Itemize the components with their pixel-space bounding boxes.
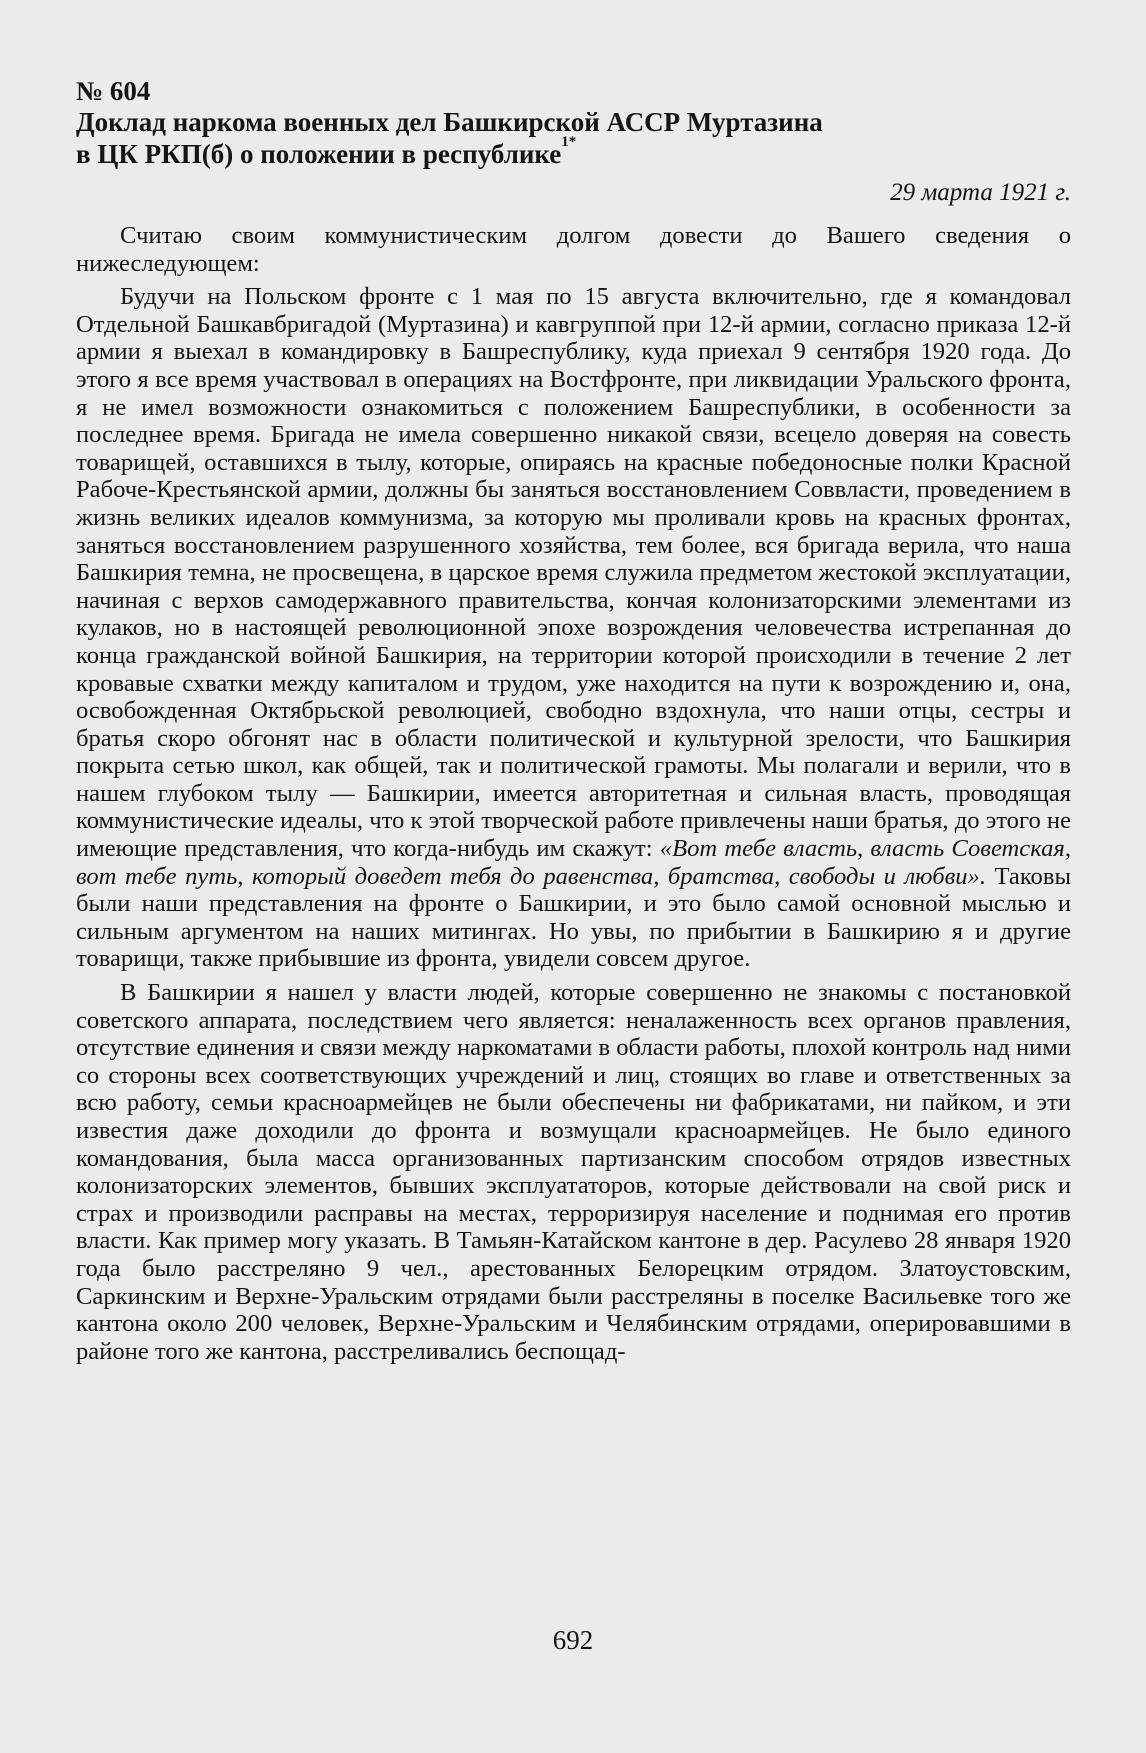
paragraph-1: Считаю своим коммунистическим долгом довести до Вашего сведения о нижеследующем:	[76, 222, 1071, 277]
document-body	[76, 222, 1071, 1365]
document-date: 29 марта 1921 г.	[890, 179, 1071, 206]
paragraph-2-part-2: Таковы были наши представления на фронте о Башкирии, и это было самой основной мыслью и сильным аргументом на наших митингах. Но увы, по прибытии в Башкирию я и другие товарищи, также прибывшие из фронта, увидели совсем другое.	[76, 862, 1071, 973]
footnote-mark[interactable]: 1*	[561, 134, 577, 150]
title-line-2: в ЦК РКП(б) о положении в республике	[76, 139, 562, 169]
paragraph-2-part-1: Будучи на Польском фронте с 1 мая по 15 августа включительно, где я командовал Отдельной Башкавбригадой (Муртазина) и кавгруппой при 12-й армии, согласно приказа 12-й армии я выехал в командировку в Башреспублику, куда приехал 9 сентября 1920 года. До этого я все время участвовал в операциях на Востфронте, при ликвидации Уральского фронта, я не имел возможности ознакомиться с положением Башреспублики, в особенности за последнее время. Бригада не имела совершенно никакой связи, всецело доверяя на совесть товарищей, оставшихся в тылу, которые, опираясь на красные победоносные полки Красной Рабоче-Крестьянской армии, должны бы заняться восстановлением Соввласти, проведением в жизнь великих идеалов коммунизма, за которую мы проливали кровь на красных фронтах, заняться восстановлением разрушенного хозяйства, тем более, вся бригада верила, что наша Башкирия темна, не просвещена, в царское время служила предметом жестокой эксплуатации, начиная с верхов самодержавного правительства, кончая колонизаторскими элементами из кулаков, но в настоящей революционной эпохе возрождения человечества истрепанная до конца гражданской войной Башкирия, на территории которой происходили в течение 2 лет кровавые схватки между капиталом и трудом, уже находится на пути к возрождению и, она, освобожденная Октябрьской революцией, свободно вздохнула, что наши отцы, сестры и братья скоро обгонят нас в области политической и культурной зрелости, что Башкирия покрыта сетью школ, как общей, так и политической грамоты. Мы полагали и верили, что в нашем глубоком тылу — Башкирии, имеется авторитетная и сильная власть, проводящая коммунистические идеалы, что к этой творческой работе привлечены наши братья, до этого не имеющие представления, что когда-нибудь им скажут:	[76, 283, 1071, 863]
paragraph-2	[76, 283, 1071, 973]
document-number: № 604	[76, 76, 151, 106]
page-number: 692	[552, 1625, 594, 1655]
paragraph-3: В Башкирии я нашел у власти людей, которые совершенно не знакомы с постановкой советского аппарата, последствием чего является: неналаженность всех органов правления, отсутствие единения и связи между наркоматами в области работы, плохой контроль над ними со стороны всех соответствующих учреждений и лиц, стоящих во главе и ответственных за всю работу, семьи красноармейцев не были обеспечены ни фабрикатами, ни пайком, и эти известия даже доходили до фронта и возмущали красноармейцев. Не было единого командования, была масса организованных партизанским способом отрядов известных колонизаторских элементов, бывших эксплуататоров, которые действовали на свой риск и страх и производили расправы на местах, терроризируя население и поднимая его против власти. Как пример могу указать. В Тамьян-Катайском кантоне в дер. Расулево 28 января 1920 года было расстреляно 9 чел., арестованных Белорецким отрядом. Златоустовским, Саркинским и Верхне-Уральским отрядами были расстреляны в поселке Васильевке того же кантона около 200 человек, Верхне-Уральским и Челябинским отрядами, оперировавшими в районе того же кантона, расстреливались беспощад-	[76, 979, 1071, 1365]
title-line-1: Доклад наркома военных дел Башкирской АССР Муртазина	[76, 107, 823, 137]
document-page	[76, 76, 1071, 1371]
document-title	[76, 106, 1071, 170]
paragraph-2-quote: «Вот тебе власть, власть Советская, вот тебе путь, который доведет тебя до равенства, братства, свободы и любви».	[76, 835, 1071, 890]
